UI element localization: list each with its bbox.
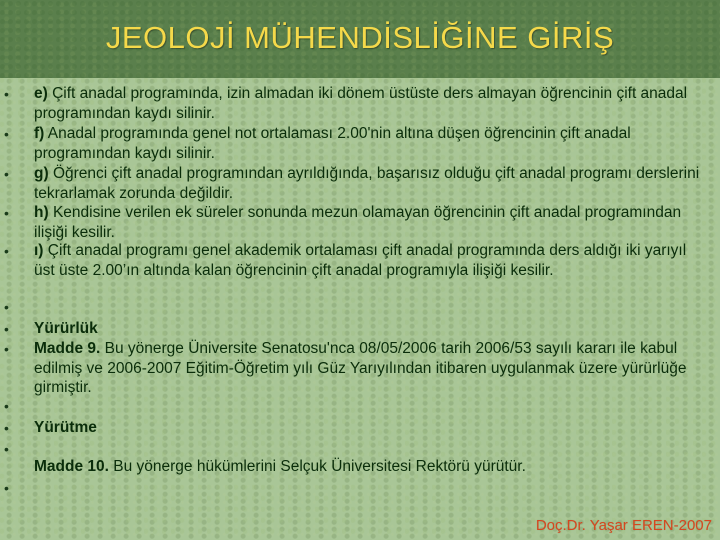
bullet-icon: • [4, 126, 9, 142]
bullet-icon: • [4, 441, 9, 457]
list-item-text: Madde 10. Bu yönerge hükümlerini Selçuk Üniversitesi Rektörü yürütür. [34, 458, 526, 475]
list-item-text: ı) Çift anadal programı genel akademik ortalaması çift anadal programında ders aldığı iki yarıyıl üst üste 2.00’ın altında kalan öğrencinin çift anadal programıyla ilişiği kesilir. [34, 242, 687, 279]
list-item-text: f) Anadal programında genel not ortalaması 2.00'nin altına düşen öğrencinin çift anadal programından kaydı silinir. [34, 125, 631, 162]
author-footer: Doç.Dr. Yaşar EREN-2007 [535, 517, 712, 534]
list-item-text: e) Çift anadal programında, izin almadan iki dönem üstüste ders almayan öğrencinin çift anadal programından kaydı silinir. [34, 85, 688, 122]
bullet-icon: • [4, 166, 9, 182]
bullet-icon: • [4, 86, 9, 102]
list-item-text: Madde 9. Bu yönerge Üniversite Senatosu'nca 08/05/2006 tarih 2006/53 sayılı kararı ile kabul edilmiş ve 2006-2007 Eğitim-Öğretim yılı Güz Yarıyılından itibaren uygulanmak üzere yürürlüğe girmiştir. [34, 340, 687, 396]
slide-title: JEOLOJİ MÜHENDİSLİĞİNE GİRİŞ [105, 20, 615, 55]
list-item-text: Yürütme [34, 419, 97, 436]
bullet-icon: • [4, 243, 9, 259]
bullet-icon: • [4, 299, 9, 315]
list-item-text: h) Kendisine verilen ek süreler sonunda mezun olamayan öğrencinin çift anadal programından ilişiği kesilir. [34, 204, 682, 241]
bullet-icon: • [4, 480, 9, 496]
bullet-icon: • [4, 205, 9, 221]
list-item-text: Yürürlük [34, 320, 98, 337]
bullet-icon: • [4, 321, 9, 337]
list-item-text: g) Öğrenci çift anadal programından ayrıldığında, başarısız olduğu çift anadal programı derslerini tekrarlamak zorunda değildir. [34, 165, 700, 202]
bullet-icon: • [4, 341, 9, 357]
bullet-icon: • [4, 398, 9, 414]
bullet-icon: • [4, 420, 9, 436]
